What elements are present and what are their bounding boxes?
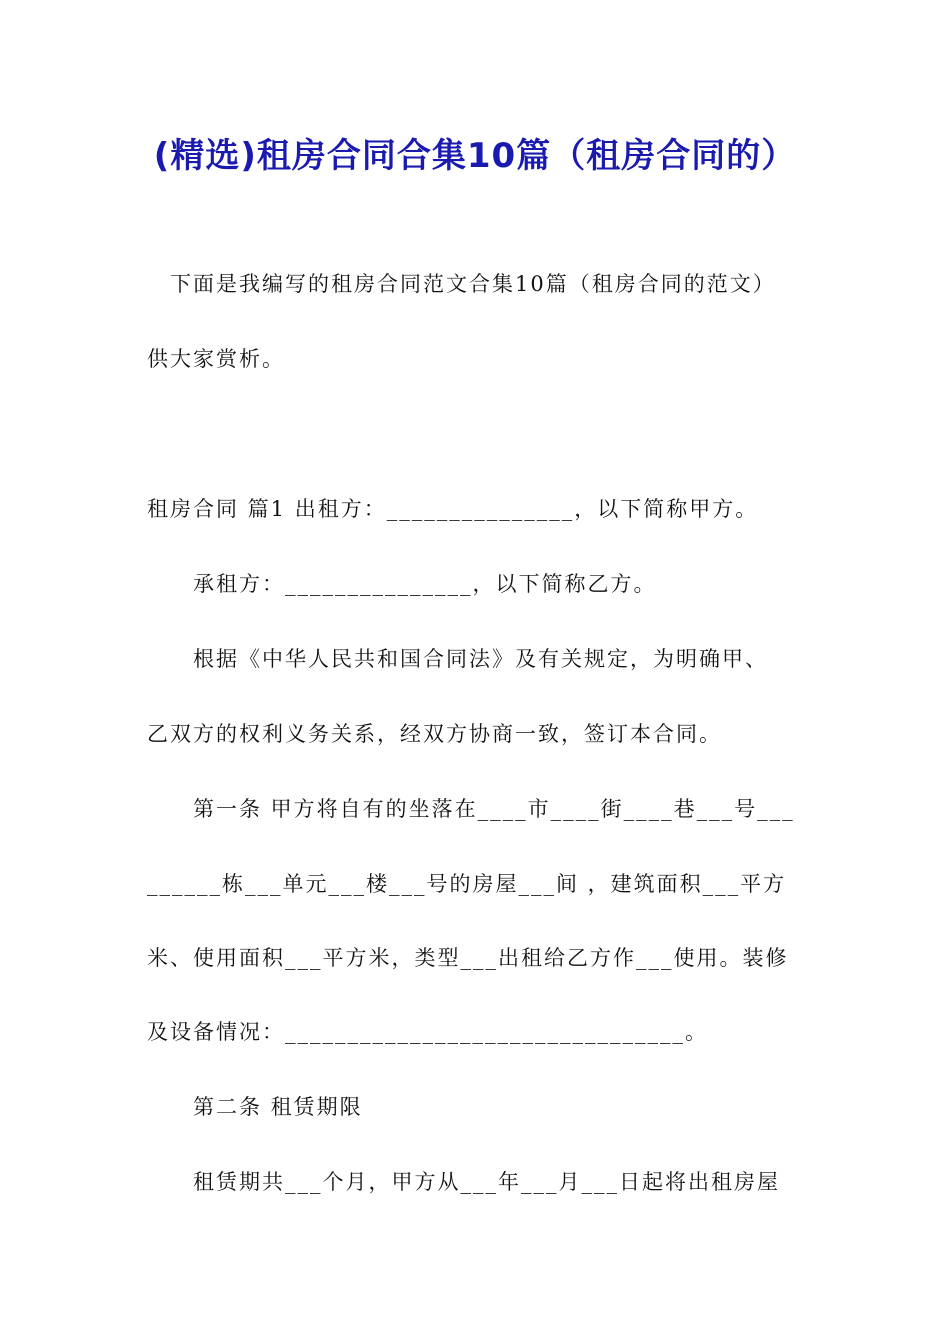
intro-line-1: 下面是我编写的租房合同范文合集10篇（租房合同的范文） [170,272,776,296]
document-title: (精选)租房合同合集10篇（租房合同的） [153,136,797,176]
lessee-line: 承租方：_______________，以下简称乙方。 [193,572,657,596]
article-2-line-1: 租赁期共___个月，甲方从___年___月___日起将出租房屋 [193,1170,780,1194]
paragraph-basis-2: 乙双方的权利义务关系，经双方协商一致，签订本合同。 [147,722,722,746]
lessor-line: 租房合同 篇1 出租方：_______________，以下简称甲方。 [147,497,759,521]
article-1-line-4: 及设备情况：________________________________。 [147,1020,708,1044]
article-1-line-1: 第一条 甲方将自有的坐落在____市____街____巷___号___ [193,797,795,821]
article-1-line-2: ______栋___单元___楼___号的房屋___间 ，建筑面积___平方 [147,872,787,896]
article-2-heading: 第二条 租赁期限 [193,1095,363,1119]
intro-line-2: 供大家赏析。 [147,347,285,371]
article-1-line-3: 米、使用面积___平方米，类型___出租给乙方作___使用。装修 [147,946,789,970]
paragraph-basis-1: 根据《中华人民共和国合同法》及有关规定，为明确甲、 [193,647,768,671]
